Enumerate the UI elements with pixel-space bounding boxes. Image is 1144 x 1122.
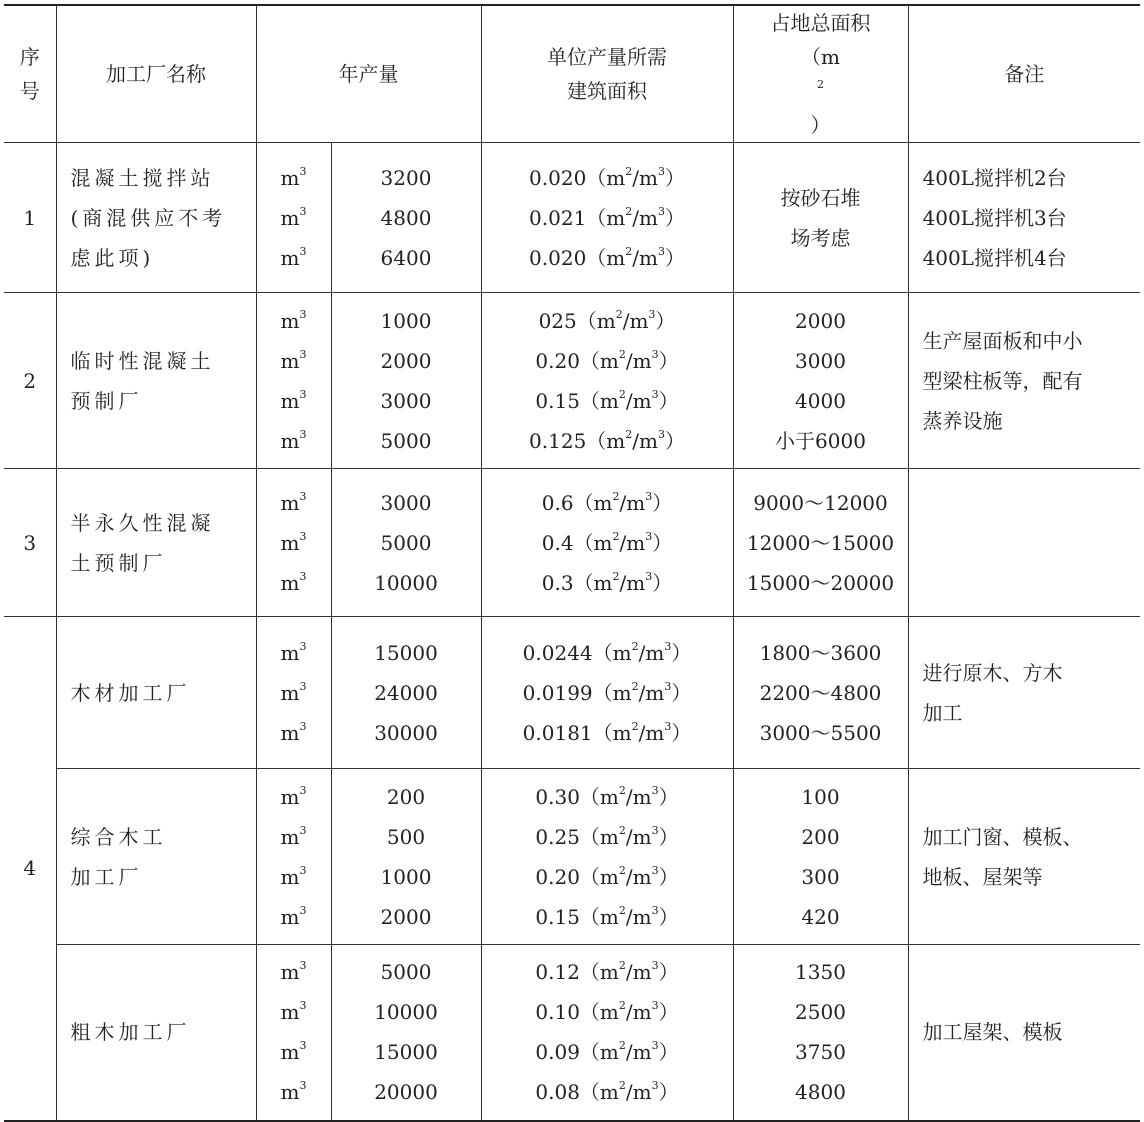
cell-unit-line: $m^3$ [280, 204, 307, 230]
cell-unit-area-line: $0.3(m^2/m^3)$ [541, 569, 673, 595]
cell-output-line: 5000 [380, 960, 432, 985]
header-unit-area: 单位产量所需 建筑面积 [481, 5, 733, 143]
cell-unit-line: $m^3$ [280, 489, 307, 515]
cell-output [331, 293, 481, 469]
cell-plant-name [56, 769, 256, 945]
cell-unit-line: $m^3$ [280, 823, 307, 849]
cell-unit-area [481, 617, 733, 769]
cell-unit-line: $m^3$ [280, 307, 307, 333]
cell-plant-name-line: 加工厂 [70, 864, 143, 889]
cell-output-line: 2000 [380, 348, 432, 373]
cell-output-line: 3000 [380, 490, 432, 515]
cell-unit-area [481, 469, 733, 617]
cell-total-area-line: 15000～20000 [746, 570, 895, 595]
cell-total-area-line: 4800 [795, 1080, 846, 1105]
cell-unit-area-line: $0.0244(m^2/m^3)$ [522, 639, 692, 665]
cell-unit-line: $m^3$ [280, 863, 307, 889]
cell-unit-line: $m^3$ [280, 679, 307, 705]
cell-unit-area-line: $025(m^2/m^3)$ [538, 307, 676, 333]
processing-plant-table [4, 4, 1140, 1122]
cell-total-area-line: 12000～15000 [746, 530, 895, 555]
cell-unit-area-line: $0.020(m^2/m^3)$ [529, 244, 685, 270]
cell-unit-area-line: $0.15(m^2/m^3)$ [535, 387, 679, 413]
cell-unit-line: $m^3$ [280, 903, 307, 929]
cell-output-line: 5000 [380, 530, 432, 555]
cell-total-area [733, 945, 908, 1121]
cell-total-area [733, 293, 908, 469]
table-row [4, 143, 1140, 293]
cell-seq: 2 [4, 293, 56, 469]
cell-remark-line: 400L搅拌机3台 [922, 205, 1067, 230]
cell-remark [908, 617, 1140, 769]
cell-unit-line: $m^3$ [280, 959, 307, 985]
cell-plant-name-line: 粗木加工厂 [70, 1020, 191, 1045]
cell-output-line: 30000 [374, 720, 438, 745]
cell-unit-area-line: $0.125(m^2/m^3)$ [529, 427, 685, 453]
cell-plant-name-line: 临时性混凝土 [70, 348, 215, 373]
cell-unit-line: $m^3$ [280, 569, 307, 595]
cell-unit-area [481, 945, 733, 1121]
cell-total-area-line: 2500 [795, 1000, 846, 1025]
cell-remark [908, 293, 1140, 469]
cell-remark-line: 生产屋面板和中小 [922, 328, 1083, 353]
cell-total-area-line: 2000 [795, 308, 846, 333]
cell-unit-area-line: $0.0199(m^2/m^3)$ [522, 679, 692, 705]
cell-unit-line: $m^3$ [280, 347, 307, 373]
cell-unit-area-line: $0.12(m^2/m^3)$ [535, 959, 679, 985]
cell-unit-line: $m^3$ [280, 244, 307, 270]
cell-output [331, 769, 481, 945]
cell-total-area [733, 143, 908, 293]
cell-output-line: 10000 [374, 1000, 438, 1025]
cell-plant-name [56, 617, 256, 769]
cell-remark-line: 加工 [922, 700, 963, 725]
cell-unit-area-line: $0.20(m^2/m^3)$ [535, 347, 679, 373]
cell-plant-name-line: 虑此项) [70, 245, 155, 270]
cell-remark-line: 400L搅拌机2台 [922, 165, 1067, 190]
cell-unit-area-line: $0.6(m^2/m^3)$ [541, 489, 673, 515]
cell-unit-line: $m^3$ [280, 427, 307, 453]
table-row [4, 617, 1140, 769]
cell-total-area-line: 3000～5500 [759, 720, 882, 745]
cell-unit-area-line: $0.30(m^2/m^3)$ [535, 783, 679, 809]
cell-unit [256, 293, 331, 469]
cell-seq: 3 [4, 469, 56, 617]
table-row [4, 769, 1140, 945]
cell-unit-line: $m^3$ [280, 783, 307, 809]
cell-remark-line: 地板、屋架等 [922, 864, 1043, 889]
cell-total-area-line: 3750 [795, 1040, 846, 1065]
header-seq: 序 号 [4, 5, 56, 143]
cell-output-line: 1000 [380, 864, 432, 889]
cell-unit-area-line: $0.20(m^2/m^3)$ [535, 863, 679, 889]
cell-unit-line: $m^3$ [280, 529, 307, 555]
cell-total-area-line: 按砂石堆 [780, 185, 861, 210]
cell-plant-name-line: 土预制厂 [70, 550, 167, 575]
cell-output-line: 15000 [374, 640, 438, 665]
cell-unit [256, 769, 331, 945]
cell-unit-area-line: $0.25(m^2/m^3)$ [535, 823, 679, 849]
table-row [4, 945, 1140, 1121]
cell-output-line: 20000 [374, 1080, 438, 1105]
cell-plant-name-line: 半永久性混凝 [70, 510, 215, 535]
cell-unit-line: $m^3$ [280, 387, 307, 413]
cell-remark-line: 加工门窗、模板、 [922, 824, 1083, 849]
cell-plant-name-line: 木材加工厂 [70, 680, 191, 705]
header-remark: 备注 [908, 5, 1140, 143]
cell-unit-line: $m^3$ [280, 1079, 307, 1105]
cell-output-line: 1000 [380, 308, 432, 333]
table-row [4, 293, 1140, 469]
cell-plant-name-line: (商混供应不考 [70, 205, 227, 230]
cell-output-line: 15000 [374, 1040, 438, 1065]
cell-unit-area-line: $0.09(m^2/m^3)$ [535, 1039, 679, 1065]
cell-total-area-line: 4000 [795, 388, 846, 413]
cell-output-line: 10000 [374, 570, 438, 595]
header-plant-name: 加工厂名称 [56, 5, 256, 143]
cell-total-area-line: 1350 [795, 960, 846, 985]
cell-unit-area [481, 143, 733, 293]
cell-total-area [733, 769, 908, 945]
cell-unit-line: $m^3$ [280, 164, 307, 190]
cell-output-line: 24000 [374, 680, 438, 705]
cell-remark [908, 143, 1140, 293]
processing-plant-table-page [4, 4, 1140, 1105]
cell-unit-area [481, 293, 733, 469]
cell-total-area-line: 1800～3600 [759, 640, 882, 665]
header-annual-output: 年产量 [256, 5, 481, 143]
cell-plant-name [56, 293, 256, 469]
cell-plant-name-line: 预制厂 [70, 388, 143, 413]
cell-unit [256, 945, 331, 1121]
cell-unit-line: $m^3$ [280, 1039, 307, 1065]
cell-output-line: 3200 [380, 165, 432, 190]
cell-unit-area-line: $0.15(m^2/m^3)$ [535, 903, 679, 929]
cell-output-line: 4800 [380, 205, 432, 230]
cell-unit-area [481, 769, 733, 945]
cell-output-line: 200 [386, 784, 426, 809]
cell-output [331, 469, 481, 617]
cell-remark-line: 型梁柱板等，配有 [922, 368, 1083, 393]
cell-output [331, 143, 481, 293]
cell-seq: 4 [4, 617, 56, 1121]
cell-remark [908, 769, 1140, 945]
cell-plant-name [56, 945, 256, 1121]
cell-unit [256, 469, 331, 617]
cell-unit-area-line: $0.08(m^2/m^3)$ [535, 1079, 679, 1105]
cell-total-area-line: 2200～4800 [759, 680, 882, 705]
cell-unit-line: $m^3$ [280, 639, 307, 665]
cell-unit [256, 143, 331, 293]
cell-remark-line: 加工屋架、模板 [922, 1020, 1063, 1045]
cell-unit-area-line: $0.10(m^2/m^3)$ [535, 999, 679, 1025]
header-row [4, 5, 1140, 143]
cell-unit-area-line: $0.020(m^2/m^3)$ [529, 164, 685, 190]
cell-output-line: 6400 [380, 245, 432, 270]
cell-unit-line: $m^3$ [280, 999, 307, 1025]
table-body [4, 143, 1140, 1121]
cell-total-area-line: 9000～12000 [753, 490, 888, 515]
cell-total-area-line: 300 [801, 864, 840, 889]
cell-output-line: 3000 [380, 388, 432, 413]
cell-output-line: 2000 [380, 904, 432, 929]
cell-output [331, 617, 481, 769]
cell-total-area-line: 场考虑 [790, 225, 851, 250]
cell-unit-area-line: $0.021(m^2/m^3)$ [529, 204, 685, 230]
cell-total-area-line: 小于6000 [775, 428, 866, 453]
cell-total-area-line: 420 [801, 904, 840, 929]
cell-remark [908, 945, 1140, 1121]
table-row [4, 469, 1140, 617]
header-total-area: 占地总面积 （m $^2$ ） [733, 5, 908, 143]
cell-plant-name-line: 综合木工 [70, 824, 167, 849]
cell-remark [908, 469, 1140, 617]
cell-total-area-line: 200 [801, 824, 840, 849]
cell-plant-name-line: 混凝土搅拌站 [70, 165, 215, 190]
cell-unit-line: $m^3$ [280, 719, 307, 745]
cell-output-line: 5000 [380, 428, 432, 453]
cell-output-line: 500 [386, 824, 426, 849]
cell-total-area [733, 469, 908, 617]
cell-plant-name [56, 469, 256, 617]
cell-output [331, 945, 481, 1121]
cell-seq: 1 [4, 143, 56, 293]
cell-plant-name [56, 143, 256, 293]
cell-total-area [733, 617, 908, 769]
cell-remark-line: 进行原木、方木 [922, 660, 1063, 685]
cell-remark-line: 蒸养设施 [922, 408, 1003, 433]
cell-remark-line: 400L搅拌机4台 [922, 245, 1067, 270]
cell-unit [256, 617, 331, 769]
cell-unit-area-line: $0.4(m^2/m^3)$ [541, 529, 673, 555]
cell-total-area-line: 3000 [795, 348, 846, 373]
cell-unit-area-line: $0.0181(m^2/m^3)$ [522, 719, 692, 745]
cell-total-area-line: 100 [801, 784, 840, 809]
